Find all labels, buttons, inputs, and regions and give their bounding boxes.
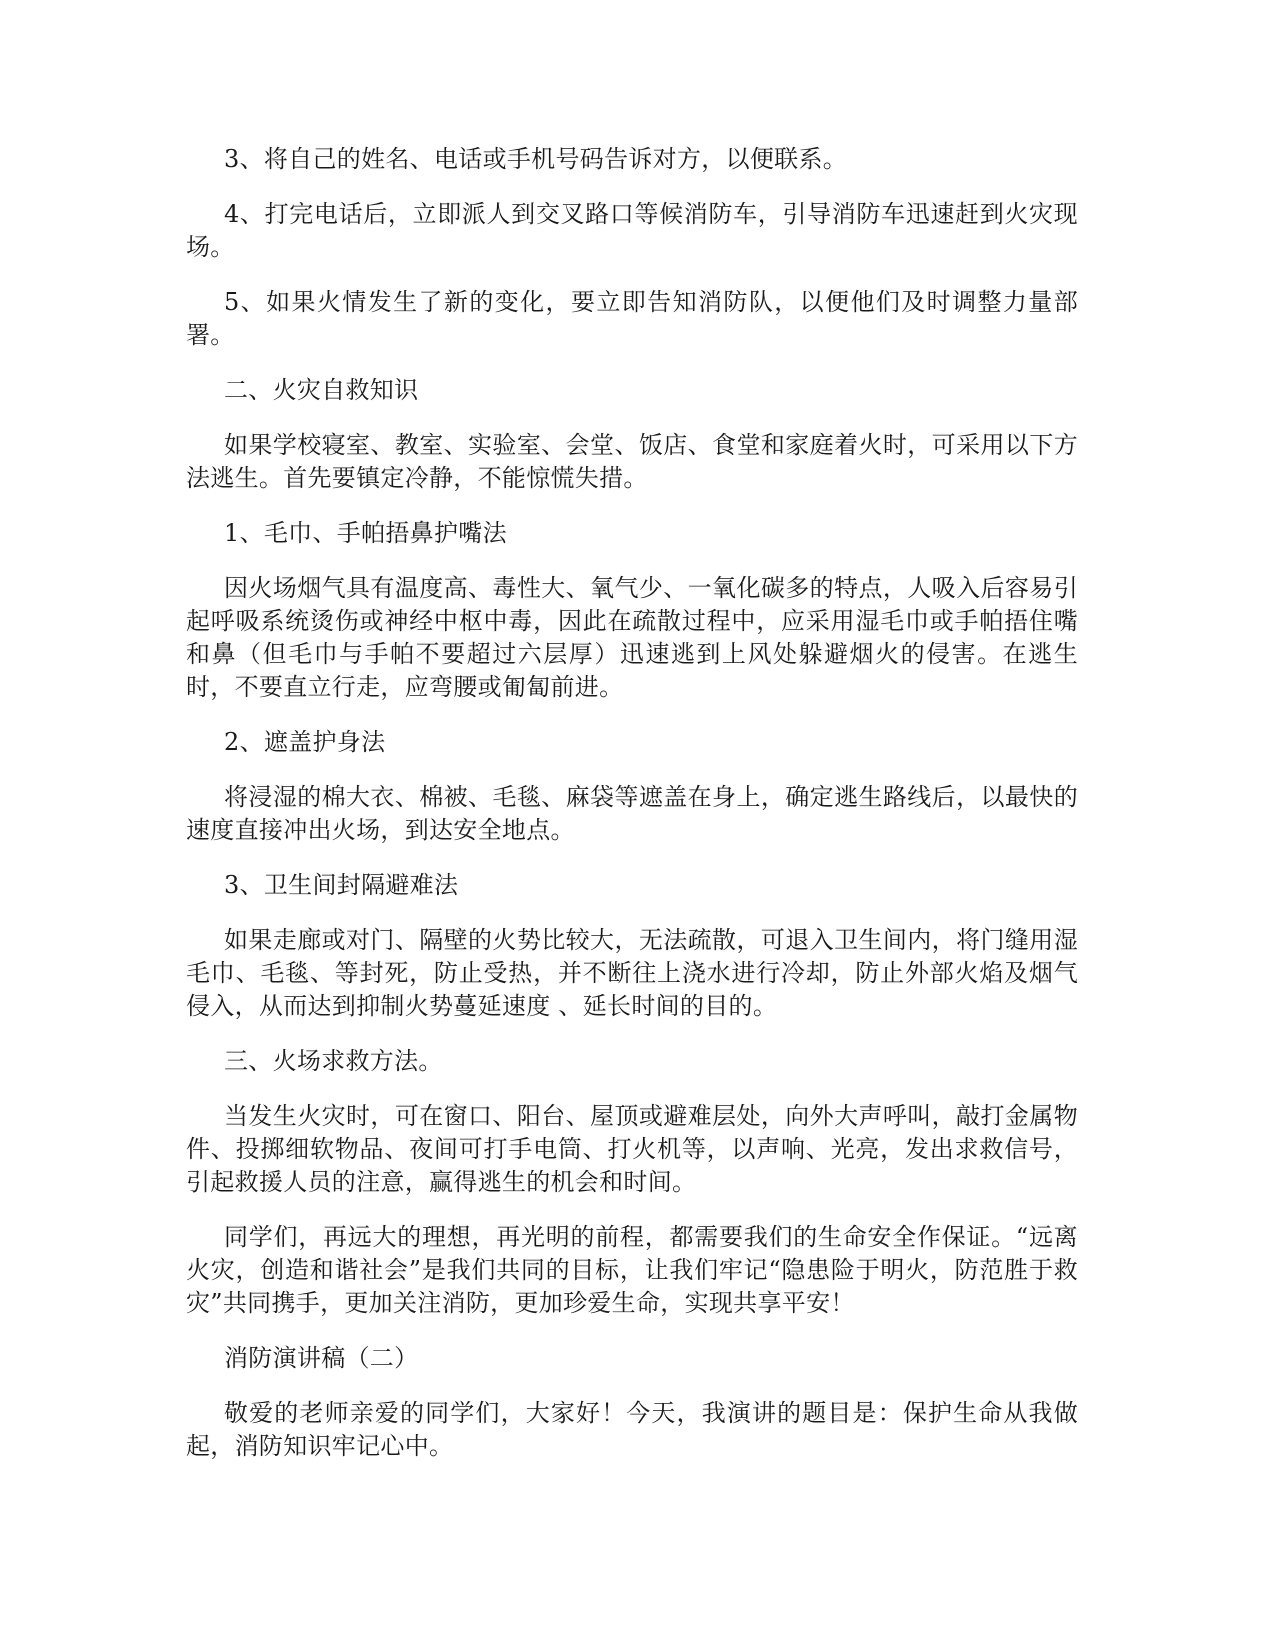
paragraph-call-for-help: 当发生火灾时，可在窗口、阳台、屋顶或避难层处，向外大声呼叫，敲打金属物件、投掷细软物品、夜间可打手电筒、打火机等，以声响、光亮，发出求救信号，引起救援人员的注意，赢得逃生的机会和时间。 bbox=[186, 1102, 1078, 1196]
paragraph-step-4: 4、打完电话后，立即派人到交叉路口等候消防车，引导消防车迅速赶到火灾现场。 bbox=[186, 200, 1078, 261]
paragraph-towel-method: 因火场烟气具有温度高、毒性大、氧气少、一氧化碳多的特点，人吸入后容易引起呼吸系统烫伤或神经中枢中毒，因此在疏散过程中，应采用湿毛巾或手帕捂住嘴和鼻（但毛巾与手帕不要超过六层厚）迅速逃到上风处躲避烟火的侵害。在逃生时，不要直立行走，应弯腰或匍匐前进。 bbox=[186, 574, 1078, 701]
section-heading-call-for-help: 三、火场求救方法。 bbox=[224, 1047, 443, 1075]
paragraph-cover-method: 将浸湿的棉大衣、棉被、毛毯、麻袋等遮盖在身上，确定逃生路线后，以最快的速度直接冲出火场，到达安全地点。 bbox=[186, 783, 1078, 844]
paragraph-conclusion: 同学们，再远大的理想，再光明的前程，都需要我们的生命安全作保证。“远离火灾，创造和谐社会”是我们共同的目标，让我们牢记“隐患险于明火，防范胜于救灾”共同携手，更加关注消防，更加珍爱生命，实现共享平安！ bbox=[186, 1223, 1078, 1317]
paragraph-step-5: 5、如果火情发生了新的变化，要立即告知消防队，以便他们及时调整力量部署。 bbox=[186, 288, 1078, 349]
subheading-cover-method: 2、遮盖护身法 bbox=[224, 728, 386, 756]
subheading-towel-method: 1、毛巾、手帕捂鼻护嘴法 bbox=[224, 519, 507, 547]
paragraph-speech-opening: 敬爱的老师亲爱的同学们，大家好！今天，我演讲的题目是：保护生命从我做起，消防知识牢记心中。 bbox=[186, 1399, 1078, 1460]
paragraph-bathroom-method: 如果走廊或对门、隔壁的火势比较大，无法疏散，可退入卫生间内，将门缝用湿毛巾、毛毯、等封死，防止受热，并不断往上浇水进行冷却，防止外部火焰及烟气侵入，从而达到抑制火势蔓延速度 、延长时间的目的。 bbox=[186, 926, 1078, 1020]
paragraph-step-3: 3、将自己的姓名、电话或手机号码告诉对方，以便联系。 bbox=[224, 145, 848, 173]
subheading-bathroom-method: 3、卫生间封隔避难法 bbox=[224, 871, 459, 899]
speech-title-two: 消防演讲稿（二） bbox=[224, 1344, 419, 1372]
document-body bbox=[186, 143, 1078, 1485]
section-heading-self-rescue: 二、火灾自救知识 bbox=[224, 376, 419, 404]
paragraph-escape-intro: 如果学校寝室、教室、实验室、会堂、饭店、食堂和家庭着火时，可采用以下方法逃生。首先要镇定冷静，不能惊慌失措。 bbox=[186, 431, 1078, 492]
